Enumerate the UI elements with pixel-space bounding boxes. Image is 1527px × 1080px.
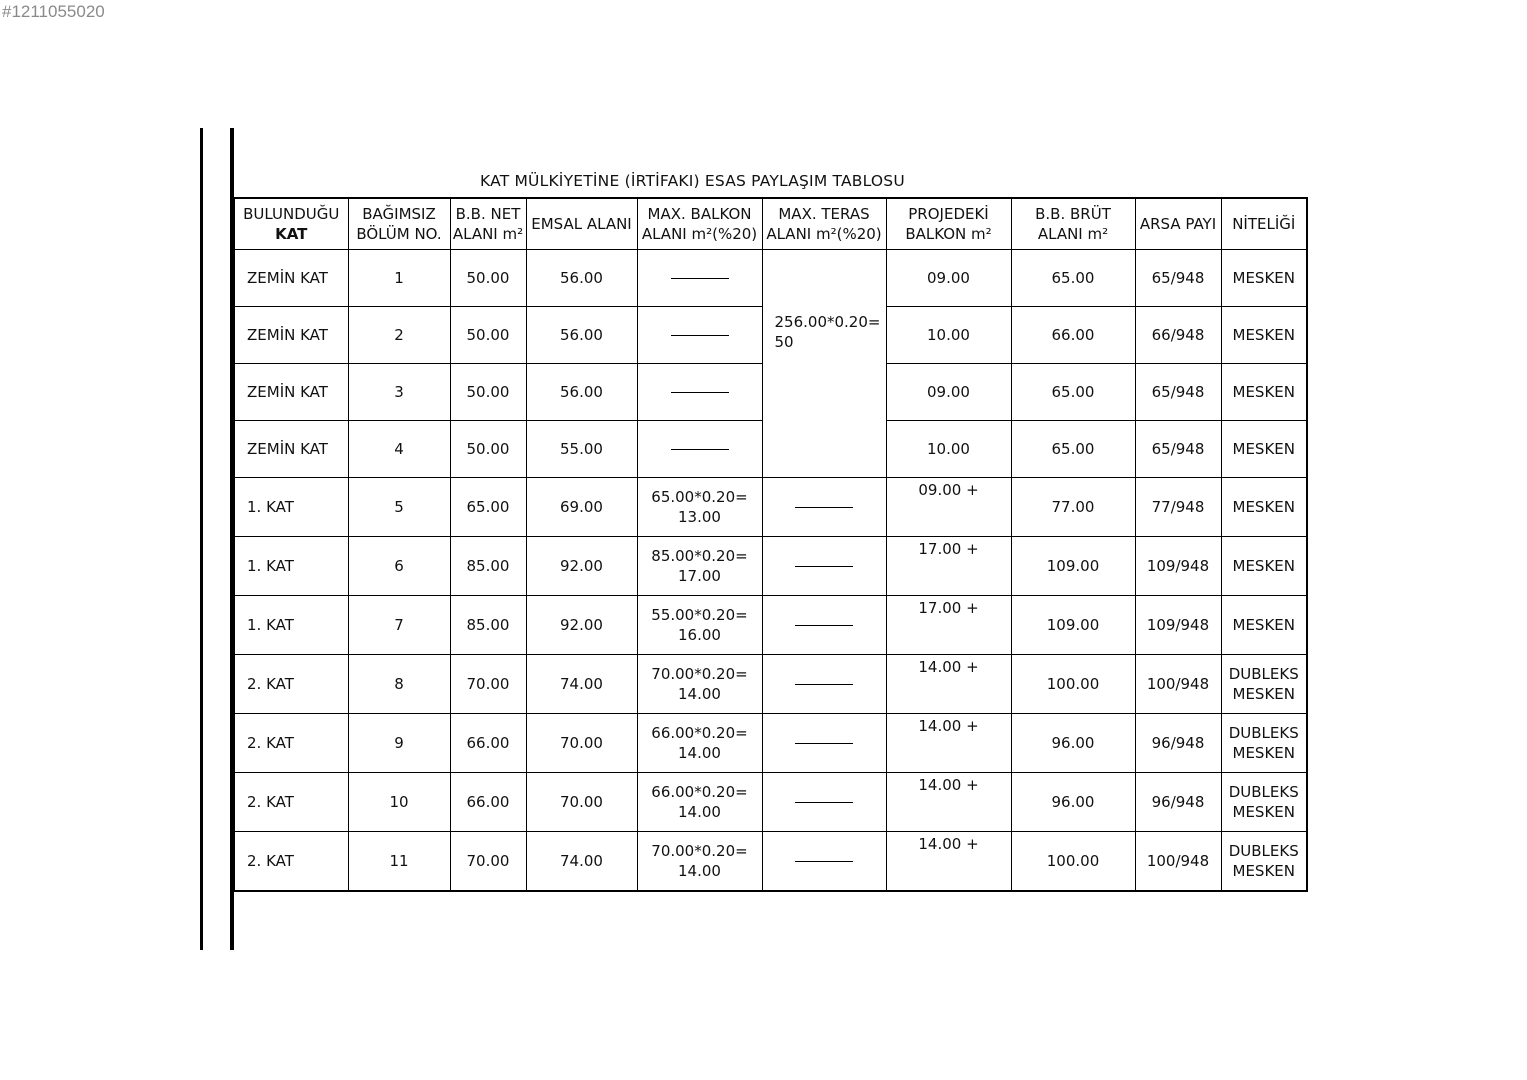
header-net-line2: ALANI m² — [452, 225, 524, 243]
cell-nitelik — [1221, 714, 1307, 773]
cell-balkon — [637, 250, 762, 307]
cell-teras — [762, 537, 886, 596]
cell-brut: 96.00 — [1011, 773, 1135, 832]
dash-line — [671, 392, 729, 393]
header-projedeki-line1: PROJEDEKİ — [908, 205, 989, 223]
header-balkon — [637, 198, 762, 250]
cell-balkon — [637, 596, 762, 655]
cell-balkon — [637, 307, 762, 364]
balkon-line2: 13.00 — [678, 508, 721, 526]
margin-line-left — [200, 128, 203, 950]
balkon-line1: 66.00*0.20= — [651, 724, 748, 742]
nitelik-line1: DUBLEKS — [1228, 783, 1299, 801]
cell-arsa: 96/948 — [1135, 773, 1221, 832]
balkon-line2: 17.00 — [678, 567, 721, 585]
header-bolum-line2: BÖLÜM NO. — [356, 225, 442, 243]
share-table — [233, 197, 1308, 892]
header-projedeki-line2: BALKON m² — [905, 225, 992, 243]
header-brut — [1011, 198, 1135, 250]
cell-teras — [762, 596, 886, 655]
listing-id: #1211055020 — [2, 2, 105, 21]
cell-net: 66.00 — [450, 714, 526, 773]
cell-bolum-no: 1 — [348, 250, 450, 307]
cell-brut: 65.00 — [1011, 421, 1135, 478]
cell-projedeki: 14.00 + — [886, 655, 1011, 714]
header-kat-line1: BULUNDUĞU — [243, 205, 340, 223]
cell-kat: ZEMİN KAT — [234, 421, 348, 478]
cell-emsal: 56.00 — [526, 250, 637, 307]
header-bolum — [348, 198, 450, 250]
cell-net: 66.00 — [450, 773, 526, 832]
cell-projedeki: 14.00 + — [886, 714, 1011, 773]
header-nitelik: NİTELİĞİ — [1221, 198, 1307, 250]
cell-arsa: 96/948 — [1135, 714, 1221, 773]
cell-arsa: 100/948 — [1135, 655, 1221, 714]
header-net — [450, 198, 526, 250]
balkon-line2: 16.00 — [678, 626, 721, 644]
cell-projedeki: 14.00 + — [886, 773, 1011, 832]
cell-brut: 100.00 — [1011, 832, 1135, 892]
header-brut-line1: B.B. BRÜT — [1035, 205, 1111, 223]
cell-emsal: 74.00 — [526, 655, 637, 714]
cell-arsa: 66/948 — [1135, 307, 1221, 364]
balkon-line1: 70.00*0.20= — [651, 665, 748, 683]
nitelik-line1: DUBLEKS — [1228, 665, 1299, 683]
dash-line — [795, 861, 853, 862]
cell-emsal: 56.00 — [526, 307, 637, 364]
dash-line — [671, 335, 729, 336]
cell-emsal: 74.00 — [526, 832, 637, 892]
document-title: KAT MÜLKİYETİNE (İRTİFAKI) ESAS PAYLAŞIM TABLOSU — [480, 172, 905, 190]
cell-net: 50.00 — [450, 250, 526, 307]
cell-balkon — [637, 364, 762, 421]
cell-net: 85.00 — [450, 596, 526, 655]
dash-line — [671, 278, 729, 279]
cell-brut: 65.00 — [1011, 250, 1135, 307]
cell-kat: 1. KAT — [234, 478, 348, 537]
header-kat — [234, 198, 348, 250]
cell-emsal: 70.00 — [526, 714, 637, 773]
cell-emsal: 56.00 — [526, 364, 637, 421]
cell-net: 50.00 — [450, 421, 526, 478]
dash-line — [795, 684, 853, 685]
cell-emsal: 92.00 — [526, 596, 637, 655]
cell-bolum-no: 11 — [348, 832, 450, 892]
nitelik-line2: MESKEN — [1232, 685, 1295, 703]
cell-emsal: 70.00 — [526, 773, 637, 832]
cell-balkon — [637, 655, 762, 714]
cell-balkon — [637, 714, 762, 773]
balkon-line1: 85.00*0.20= — [651, 547, 748, 565]
header-teras-line2: ALANI m²(%20) — [766, 225, 882, 243]
header-brut-line2: ALANI m² — [1037, 225, 1109, 243]
cell-bolum-no: 2 — [348, 307, 450, 364]
cell-kat: ZEMİN KAT — [234, 364, 348, 421]
cell-emsal: 55.00 — [526, 421, 637, 478]
cell-nitelik: MESKEN — [1221, 307, 1307, 364]
cell-net: 50.00 — [450, 364, 526, 421]
cell-bolum-no: 3 — [348, 364, 450, 421]
cell-teras — [762, 773, 886, 832]
table-row — [234, 250, 1307, 307]
cell-bolum-no: 9 — [348, 714, 450, 773]
cell-nitelik: MESKEN — [1221, 364, 1307, 421]
header-kat-line2: KAT — [275, 225, 308, 243]
cell-projedeki: 09.00 — [886, 364, 1011, 421]
cell-brut: 96.00 — [1011, 714, 1135, 773]
cell-bolum-no: 4 — [348, 421, 450, 478]
table-row — [234, 478, 1307, 537]
cell-nitelik: MESKEN — [1221, 537, 1307, 596]
cell-emsal: 69.00 — [526, 478, 637, 537]
table-row — [234, 832, 1307, 892]
cell-bolum-no: 10 — [348, 773, 450, 832]
balkon-line2: 14.00 — [678, 744, 721, 762]
cell-kat: 2. KAT — [234, 714, 348, 773]
cell-bolum-no: 5 — [348, 478, 450, 537]
cell-brut: 109.00 — [1011, 537, 1135, 596]
balkon-line2: 14.00 — [678, 685, 721, 703]
cell-projedeki: 10.00 — [886, 421, 1011, 478]
cell-nitelik: MESKEN — [1221, 250, 1307, 307]
dash-line — [795, 566, 853, 567]
header-teras — [762, 198, 886, 250]
cell-teras — [762, 655, 886, 714]
header-bolum-line1: BAĞIMSIZ — [362, 205, 436, 223]
teras-line1: 256.00*0.20= — [774, 313, 881, 331]
table-row — [234, 655, 1307, 714]
table-row — [234, 773, 1307, 832]
cell-balkon — [637, 537, 762, 596]
header-balkon-line2: ALANI m²(%20) — [641, 225, 758, 243]
nitelik-line1: DUBLEKS — [1228, 724, 1299, 742]
cell-brut: 66.00 — [1011, 307, 1135, 364]
header-balkon-line1: MAX. BALKON — [647, 205, 752, 223]
cell-net: 70.00 — [450, 655, 526, 714]
cell-balkon — [637, 421, 762, 478]
balkon-line1: 55.00*0.20= — [651, 606, 748, 624]
header-arsa: ARSA PAYI — [1135, 198, 1221, 250]
cell-kat: ZEMİN KAT — [234, 307, 348, 364]
cell-projedeki: 17.00 + — [886, 596, 1011, 655]
dash-line — [795, 625, 853, 626]
table-row — [234, 714, 1307, 773]
cell-balkon — [637, 773, 762, 832]
cell-arsa: 65/948 — [1135, 421, 1221, 478]
cell-bolum-no: 8 — [348, 655, 450, 714]
header-teras-line1: MAX. TERAS — [778, 205, 870, 223]
cell-teras-merged — [762, 250, 886, 478]
cell-arsa: 77/948 — [1135, 478, 1221, 537]
nitelik-line2: MESKEN — [1232, 803, 1295, 821]
cell-projedeki: 14.00 + — [886, 832, 1011, 892]
dash-line — [795, 507, 853, 508]
cell-arsa: 65/948 — [1135, 364, 1221, 421]
cell-projedeki: 09.00 + — [886, 478, 1011, 537]
cell-arsa: 65/948 — [1135, 250, 1221, 307]
cell-arsa: 109/948 — [1135, 596, 1221, 655]
cell-kat: 1. KAT — [234, 596, 348, 655]
cell-emsal: 92.00 — [526, 537, 637, 596]
cell-balkon — [637, 478, 762, 537]
cell-net: 65.00 — [450, 478, 526, 537]
cell-arsa: 109/948 — [1135, 537, 1221, 596]
cell-net: 70.00 — [450, 832, 526, 892]
cell-nitelik — [1221, 655, 1307, 714]
cell-net: 85.00 — [450, 537, 526, 596]
cell-brut: 65.00 — [1011, 364, 1135, 421]
header-projedeki — [886, 198, 1011, 250]
cell-projedeki: 17.00 + — [886, 537, 1011, 596]
teras-line2: 50 — [774, 333, 794, 351]
nitelik-line2: MESKEN — [1232, 862, 1295, 880]
dash-line — [671, 449, 729, 450]
balkon-line1: 66.00*0.20= — [651, 783, 748, 801]
cell-arsa: 100/948 — [1135, 832, 1221, 892]
cell-bolum-no: 7 — [348, 596, 450, 655]
cell-brut: 109.00 — [1011, 596, 1135, 655]
dash-line — [795, 802, 853, 803]
header-row — [234, 198, 1307, 250]
cell-projedeki: 10.00 — [886, 307, 1011, 364]
table-row — [234, 596, 1307, 655]
balkon-line2: 14.00 — [678, 803, 721, 821]
nitelik-line1: DUBLEKS — [1228, 842, 1299, 860]
header-net-line1: B.B. NET — [455, 205, 521, 223]
cell-nitelik: MESKEN — [1221, 421, 1307, 478]
cell-kat: ZEMİN KAT — [234, 250, 348, 307]
cell-teras — [762, 714, 886, 773]
cell-kat: 2. KAT — [234, 832, 348, 892]
balkon-line2: 14.00 — [678, 862, 721, 880]
cell-teras — [762, 832, 886, 892]
cell-projedeki: 09.00 — [886, 250, 1011, 307]
balkon-line1: 70.00*0.20= — [651, 842, 748, 860]
cell-nitelik: MESKEN — [1221, 596, 1307, 655]
table-row — [234, 537, 1307, 596]
cell-nitelik — [1221, 832, 1307, 892]
dash-line — [795, 743, 853, 744]
header-emsal: EMSAL ALANI — [526, 198, 637, 250]
cell-brut: 77.00 — [1011, 478, 1135, 537]
cell-teras — [762, 478, 886, 537]
cell-bolum-no: 6 — [348, 537, 450, 596]
cell-balkon — [637, 832, 762, 892]
balkon-line1: 65.00*0.20= — [651, 488, 748, 506]
cell-nitelik — [1221, 773, 1307, 832]
cell-net: 50.00 — [450, 307, 526, 364]
cell-kat: 1. KAT — [234, 537, 348, 596]
cell-kat: 2. KAT — [234, 655, 348, 714]
nitelik-line2: MESKEN — [1232, 744, 1295, 762]
cell-kat: 2. KAT — [234, 773, 348, 832]
cell-brut: 100.00 — [1011, 655, 1135, 714]
cell-nitelik: MESKEN — [1221, 478, 1307, 537]
